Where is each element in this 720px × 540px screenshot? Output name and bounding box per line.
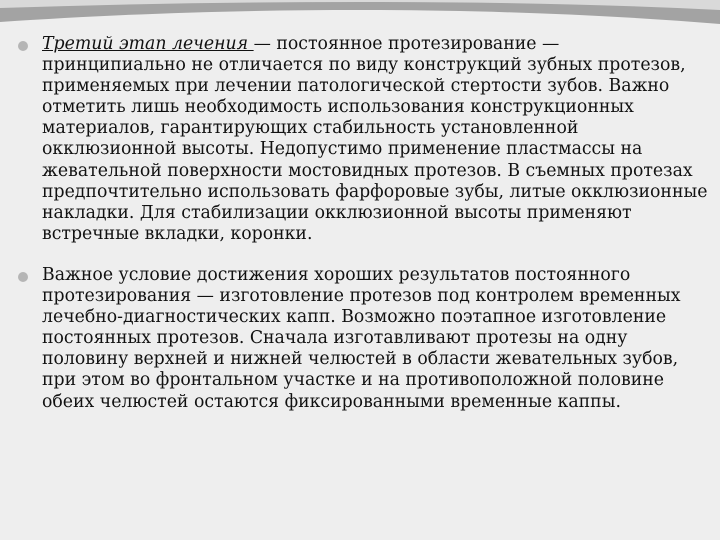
bullet-term: Третий этап лечения	[42, 34, 254, 54]
bullet-text: Важное условие достижения хороших результатов постоянного протезирования — изготовление протезов под контролем временных лечебно-диагностических капп. Возможно поэтапное изготовление постоянных протезов. Сначала изготавливают протезы на одну половину верхней и нижней челюстей в области жевательных зубов, при этом во фронтальном участке и на противоположной половине обеих челюстей остаются фиксированными временные каппы.	[42, 264, 681, 412]
bullet-item	[18, 265, 708, 413]
bullet-dot-icon	[18, 272, 28, 282]
bullet-text: — постоянное протезирование — принципиально не отличается по виду конструкций зубных протезов, применяемых при лечении патологической стертости зубов. Важно отметить лишь необходимость использования конструкционных материалов, гарантирующих стабильность установленной окклюзионной высоты. Недопустимо применение пластмассы на жевательной поверхности мостовидных протезов. В съемных протезах предпочтительно использовать фарфоровые зубы, литые окклюзионные накладки. Для стабилизации окклюзионной высоты применяют встречные вкладки, коронки.	[42, 34, 708, 244]
content-area	[18, 34, 708, 413]
bullet-dot-icon	[18, 41, 28, 51]
bullet-item	[18, 34, 708, 245]
